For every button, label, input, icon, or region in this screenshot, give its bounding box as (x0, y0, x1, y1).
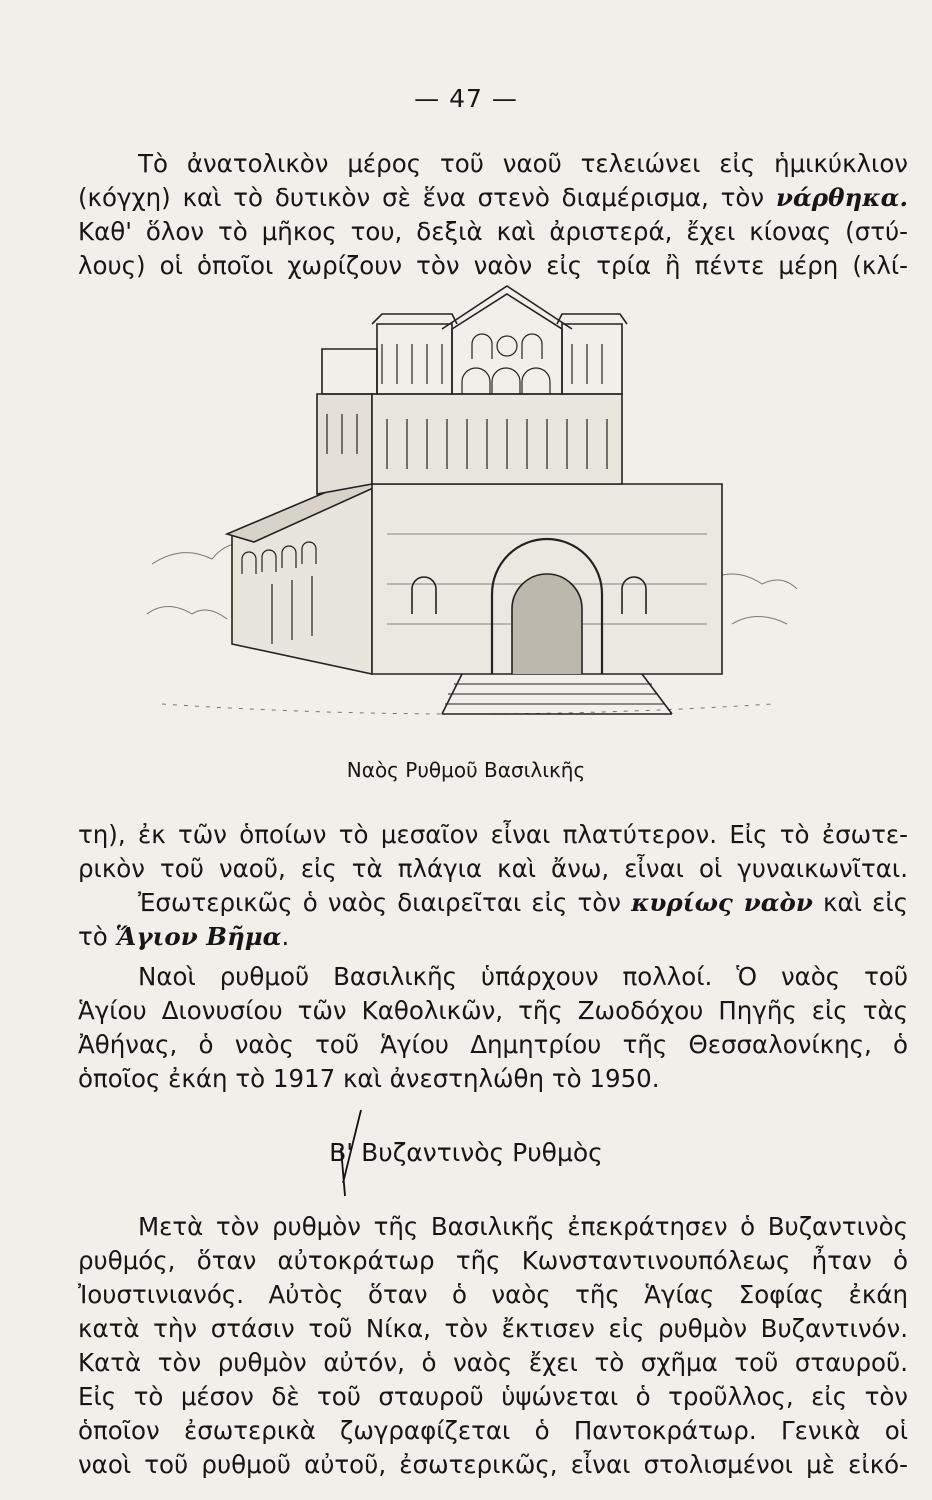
paragraph-line (78, 920, 908, 954)
section-heading: Β' Βυζαντινὸς Ρυθμὸς (329, 1138, 603, 1167)
paragraph-line: ὁποῖον ἐσωτερικὰ ζωγραφίζεται ὁ Παντοκράτωρ. Γενικὰ οἱ (78, 1416, 908, 1445)
paragraph-line: λους) οἱ ὁποῖοι χωρίζουν τὸν ναὸν εἰς τρία ἢ πέντε μέρη (κλί- (78, 251, 908, 280)
text-run: Ἐσωτερικῶς ὁ ναὸς διαιρεῖται εἰς τὸν (138, 888, 632, 917)
paragraph-line: Ἰουστινιανός. Αὐτὸς ὅταν ὁ ναὸς τῆς Ἁγίας Σοφίας ἐκάη (78, 1280, 908, 1309)
paragraph-line (78, 181, 908, 215)
paragraph-line: Καθ' ὅλον τὸ μῆκος του, δεξιὰ καὶ ἀριστερά, ἔχει κίονας (στύ- (78, 217, 908, 246)
paragraph-line: Ναοὶ ρυθμοῦ Βασιλικῆς ὑπάρχουν πολλοί. Ὁ ναὸς τοῦ (138, 962, 908, 991)
paragraph-line: Ἀθήνας, ὁ ναὸς τοῦ Ἁγίου Δημητρίου τῆς Θεσσαλονίκης, ὁ (78, 1030, 908, 1059)
text-run: (κόγχη) καὶ τὸ δυτικὸν σὲ ἕνα στενὸ διαμέρισμα, τὸν (78, 183, 776, 212)
paragraph-line: Κατὰ τὸν ρυθμὸν αὐτόν, ὁ ναὸς ἔχει τὸ σχῆμα τοῦ σταυροῦ. (78, 1348, 908, 1377)
paragraph-line: Ἁγίου Διονυσίου τῶν Καθολικῶν, τῆς Ζωοδόχου Πηγῆς εἰς τὰς (78, 996, 908, 1025)
text-run: τὸ (78, 922, 116, 951)
paragraph-line: ρυθμός, ὅταν αὐτοκράτωρ τῆς Κωνσταντινουπόλεως ἦταν ὁ (78, 1246, 908, 1275)
text-run: . (281, 922, 290, 951)
emphasized-term: κυρίως ναὸν (631, 888, 813, 917)
paragraph-line: Τὸ ἀνατολικὸν μέρος τοῦ ναοῦ τελειώνει εἰς ἡμικύκλιον (138, 149, 908, 178)
emphasized-term: νάρθηκα. (775, 183, 908, 212)
paragraph-line: ναοὶ τοῦ ρυθμοῦ αὐτοῦ, ἐσωτερικῶς, εἶναι στολισμένοι μὲ εἰκό- (78, 1450, 908, 1479)
emphasized-term: Ἅγιον Βῆμα (115, 922, 282, 951)
paragraph-line (138, 886, 908, 920)
text-run: καὶ εἰς (812, 888, 908, 917)
paragraph-line: ὁποῖος ἐκάη τὸ 1917 καὶ ἀνεστηλώθη τὸ 1950. (78, 1064, 660, 1093)
paragraph-line: ρικὸν τοῦ ναοῦ, εἰς τὰ πλάγια καὶ ἄνω, εἶναι οἱ γυναικωνῖται. (78, 854, 908, 883)
paragraph-line: Μετὰ τὸν ρυθμὸν τῆς Βασιλικῆς ἐπεκράτησεν ὁ Βυζαντινὸς (138, 1212, 908, 1241)
paragraph-line: Εἰς τὸ μέσον δὲ τοῦ σταυροῦ ὑψώνεται ὁ τροῦλλος, εἰς τὸν (78, 1382, 908, 1411)
paragraph-line: κατὰ τὴν στάσιν τοῦ Νίκα, τὸν ἔκτισεν εἰς ρυθμὸν Βυζαντινόν. (78, 1314, 908, 1343)
church-engraving-icon (142, 284, 802, 744)
figure-caption: Ναὸς Ρυθμοῦ Βασιλικῆς (346, 758, 586, 782)
page-number: — 47 — (414, 84, 518, 113)
paragraph-line: τη), ἐκ τῶν ὁποίων τὸ μεσαῖον εἶναι πλατύτερον. Εἰς τὸ ἐσωτε- (78, 820, 908, 849)
